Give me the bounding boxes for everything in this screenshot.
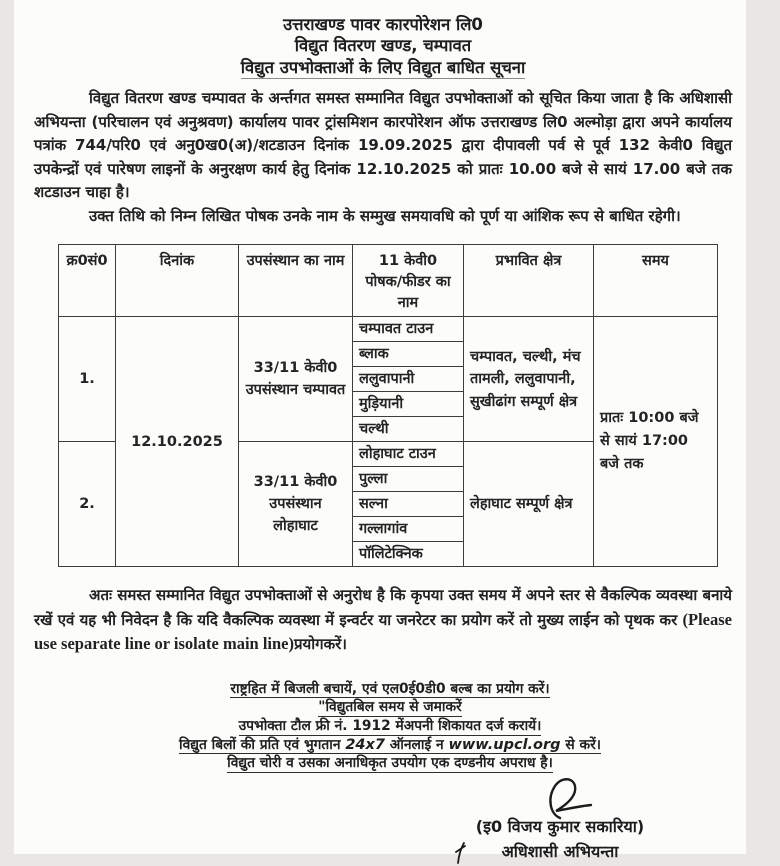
cell-serial-1: 1.: [59, 317, 116, 442]
notice-title: विद्युत उपभोक्ताओं के लिए विद्युत बाधित सूचना: [240, 57, 526, 77]
badge-24x7: 24x7: [345, 736, 385, 753]
request-hindi-before: अतः समस्त सम्मानित विद्युत उपभोक्ताओं से अनुरोध है कि कृपया उक्त समय में अपने स्तर से वैकल्पिक व्यवस्था बनाये रखें एवं यह भी निवेदन है कि यदि वैकल्पिक व्यवस्था में इन्वर्टर या जनरेटर का प्रयोग करें तो मुख्य लाईन को पृथक कर: [34, 586, 732, 629]
signature-block: [440, 777, 680, 862]
cell-feeder: मुड़ियानी: [353, 392, 464, 417]
notice-pay-bill-on-time: "विद्युतबिल समय से जमाकरें: [318, 699, 462, 716]
document-header: [34, 14, 732, 78]
cell-feeder: पुल्ला: [353, 467, 464, 492]
document-page: [14, 0, 746, 861]
col-header-substation: उपसंस्थान का नाम: [239, 245, 353, 317]
notice-toll-free: उपभोक्ता टौल फ्री नं. 1912 मेंअपनी शिकायत दर्ज करायें।: [238, 718, 542, 734]
cell-feeder: ललुवापानी: [353, 367, 464, 392]
signatory-designation: अधिशासी अभियन्ता: [440, 840, 680, 862]
col-header-serial: क्र0सं0: [59, 245, 116, 317]
cell-area-2: लेहाघाट सम्पूर्ण क्षेत्र: [464, 442, 594, 567]
request-english: (Please use separate line or isolate main line): [34, 609, 732, 654]
request-hindi-after: प्रयोगकरें।: [294, 635, 347, 654]
col-header-area: प्रभावित क्षेत्र: [464, 245, 594, 317]
notice-theft-warning: विद्युत चोरी व उसका अनाधिकृत उपयोग एक दण्डनीय अपराध है।: [227, 755, 553, 772]
signatory-name: (इ0 विजय कुमार सकारिया): [475, 816, 645, 836]
cell-feeder: पॉलिटेक्निक: [353, 542, 464, 567]
col-header-feeder: 11 केवी0 पोषक/फीडर का नाम: [353, 245, 464, 317]
cell-serial-2: 2.: [59, 442, 116, 567]
cell-feeder: सल्ना: [353, 492, 464, 517]
division-name: विद्युत वितरण खण्ड, चम्पावत: [294, 36, 472, 56]
intro-paragraph: विद्युत वितरण खण्ड चम्पावत के अर्न्तगत समस्त सम्मानित विद्युत उपभोक्ताओं को सूचित किया जाता है कि अधिशासी अभियन्ता (परिचालन एवं अनुश्रवण) कार्यालय पावर ट्रांसमिशन कारपोरेशन ऑफ उत्तराखण्ड लि0 अल्मोड़ा द्वारा अपने कार्यालय पत्रांक 744/परि0 एवं अनु0ख0(अ)/शटडाउन दिनांक 19.09.2025 द्वारा दीपावली पर्व से पूर्व 132 केवी0 विद्युत उपकेन्द्रों एवं पारेषण लाइनों के अनुरक्षण कार्य हेतु दिनांक 12.10.2025 को प्रातः 10.00 बजे से सायं 17.00 बजे तक शटडाउन चाहा है।: [34, 89, 732, 202]
notice-save-electricity: राष्ट्रहित में बिजली बचायें, एवं एल0ई0डी0 बल्ब का प्रयोग करें।: [230, 680, 550, 697]
table-header-row: [59, 245, 718, 317]
cell-feeder: ब्लाक: [353, 342, 464, 367]
notice-online-payment: विद्युत बिलों की प्रति एवं भुगतान 24x7 ऑनलाई न www.upcl.org से करें।: [179, 736, 601, 753]
cell-feeder: चम्पावत टाउन: [353, 317, 464, 342]
footer-notices: [34, 680, 732, 773]
col-header-date: दिनांक: [116, 245, 239, 317]
upcl-website-text: www.upcl.org: [448, 736, 561, 753]
cell-feeder: गल्लागांव: [353, 517, 464, 542]
table-row: [59, 317, 718, 342]
schedule-paragraph: उक्त तिथि को निम्न लिखित पोषक उनके नाम के सम्मुख समयावधि को पूर्ण या आंशिक रूप से बाधित रहेगी।: [89, 206, 681, 225]
cell-feeder: चल्थी: [353, 417, 464, 442]
cell-area-1: चम्पावत, चल्थी, मंच तामली, ललुवापानी, सुखीढांग सम्पूर्ण क्षेत्र: [464, 317, 594, 442]
cell-feeder: लोहाघाट टाउन: [353, 442, 464, 467]
col-header-time: समय: [594, 245, 718, 317]
outage-table: [58, 244, 718, 567]
cell-substation-2: 33/11 केवी0 उपसंस्थान लोहाघाट: [239, 442, 353, 567]
request-paragraph: [34, 583, 732, 657]
cell-substation-1: 33/11 केवी0 उपसंस्थान चम्पावत: [239, 317, 353, 442]
cell-time: प्रातः 10:00 बजे से सायं 17:00 बजे तक: [594, 317, 718, 567]
cell-date: 12.10.2025: [116, 317, 239, 567]
org-name: उत्तराखण्ड पावर कारपोरेशन लि0: [283, 15, 483, 34]
